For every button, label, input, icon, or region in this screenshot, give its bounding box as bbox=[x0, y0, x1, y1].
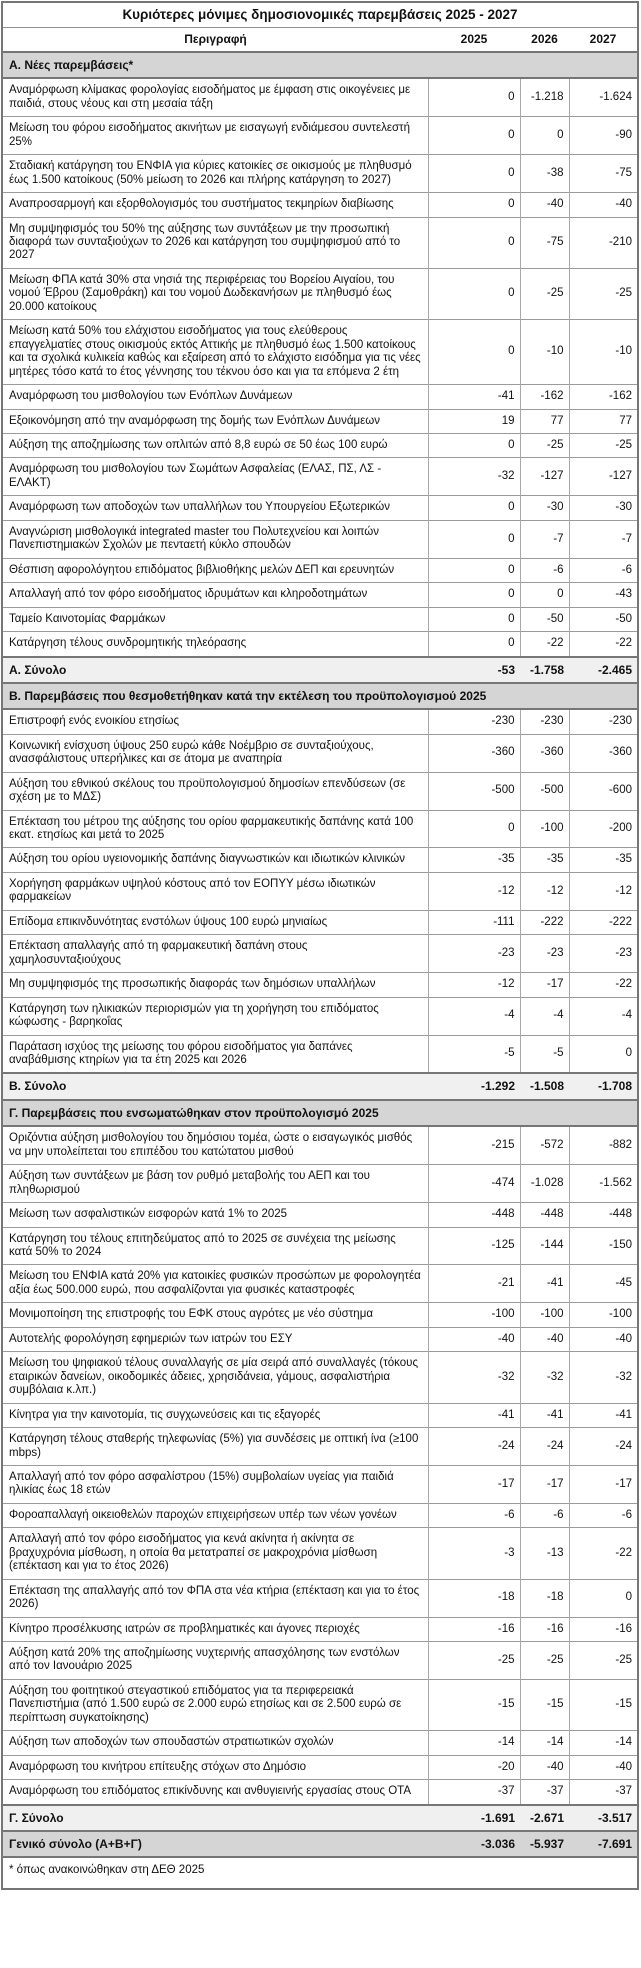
value-2027: -10 bbox=[569, 320, 638, 385]
row-description: Θέσπιση αφορολόγητου επιδόματος βιβλιοθήκης μελών ΔΕΠ και ερευνητών bbox=[2, 558, 428, 582]
table-row bbox=[2, 1780, 638, 1805]
value-2025: 0 bbox=[428, 810, 520, 848]
value-2025: -20 bbox=[428, 1755, 520, 1779]
value-2026: -127 bbox=[520, 458, 569, 496]
value-2025: -24 bbox=[428, 1428, 520, 1466]
section-total-row bbox=[2, 657, 638, 683]
value-2025: -215 bbox=[428, 1126, 520, 1164]
value-2025: -448 bbox=[428, 1203, 520, 1227]
value-2025: 0 bbox=[428, 520, 520, 558]
row-description: Αύξηση των συντάξεων με βάση τον ρυθμό μεταβολής του ΑΕΠ και του πληθωρισμού bbox=[2, 1165, 428, 1203]
value-2027: -7.691 bbox=[569, 1831, 638, 1857]
value-2025: -12 bbox=[428, 872, 520, 910]
row-description: Κίνητρο προσέλκυσης ιατρών σε προβληματικές και άγονες περιοχές bbox=[2, 1617, 428, 1641]
value-2026: -7 bbox=[520, 520, 569, 558]
value-2025: 0 bbox=[428, 583, 520, 607]
table-row bbox=[2, 1165, 638, 1203]
row-description: Οριζόντια αύξηση μισθολογίου του δημόσιου τομέα, ώστε ο εισαγωγικός μισθός να μην υπολείπεται του επιπέδου του κατώτατου μισθού bbox=[2, 1126, 428, 1164]
row-description: Μη συμψηφισμός της προσωπικής διαφοράς των δημόσιων υπαλλήλων bbox=[2, 973, 428, 997]
table-row bbox=[2, 155, 638, 193]
value-2025: 0 bbox=[428, 434, 520, 458]
row-description: Κατάργηση τέλους συνδρομητικής τηλεόρασης bbox=[2, 632, 428, 657]
value-2025: -25 bbox=[428, 1642, 520, 1680]
value-2026: -1.218 bbox=[520, 78, 569, 116]
row-description: Απαλλαγή από τον φόρο εισοδήματος ιδρυμάτων και κληροδοτημάτων bbox=[2, 583, 428, 607]
value-2025: -41 bbox=[428, 1403, 520, 1427]
table-row bbox=[2, 772, 638, 810]
value-2025: -32 bbox=[428, 1352, 520, 1403]
value-2027: -40 bbox=[569, 1755, 638, 1779]
table-row bbox=[2, 458, 638, 496]
column-header-2026: 2026 bbox=[520, 28, 569, 53]
row-description: Μείωση των ασφαλιστικών εισφορών κατά 1% το 2025 bbox=[2, 1203, 428, 1227]
table-row bbox=[2, 1755, 638, 1779]
value-2026: -75 bbox=[520, 217, 569, 268]
value-2025: 0 bbox=[428, 607, 520, 631]
value-2027: -40 bbox=[569, 193, 638, 217]
row-description: Μείωση κατά 50% του ελάχιστου εισοδήματος για τους ελεύθερους επαγγελματίες στους οικισμούς εκτός Αττικής με πληθυσμό έως 1.500 κατοίκους και τα σχολικά κυλικεία καθώς και εξαίρεση από το ελάχιστο εισόδημα για τις νέες μητέρες τόσο κατά το έτος γέννησης του τέκνου όσο και για τα επόμενα 2 έτη bbox=[2, 320, 428, 385]
value-2025: -6 bbox=[428, 1503, 520, 1527]
value-2025: -15 bbox=[428, 1679, 520, 1730]
value-2026: -35 bbox=[520, 848, 569, 872]
row-description: Αναμόρφωση κλίμακας φορολογίας εισοδήματος με έμφαση στις οικογένειες με παιδιά, στους νέους και στη μεσαία τάξη bbox=[2, 78, 428, 116]
value-2025: -230 bbox=[428, 709, 520, 734]
table-row bbox=[2, 434, 638, 458]
table-row bbox=[2, 193, 638, 217]
value-2027: -75 bbox=[569, 155, 638, 193]
row-description: Αναγνώριση μισθολογικά integrated master του Πολυτεχνείου και λοιπών Πανεπιστημιακών Σχολών με πενταετή κύκλο σπουδών bbox=[2, 520, 428, 558]
table-row bbox=[2, 910, 638, 934]
value-2025: -40 bbox=[428, 1327, 520, 1351]
table-row bbox=[2, 1465, 638, 1503]
value-2026: -40 bbox=[520, 1327, 569, 1351]
value-2027: -14 bbox=[569, 1731, 638, 1755]
section-header: Γ. Παρεμβάσεις που ενσωματώθηκαν στον προϋπολογισμό 2025 bbox=[2, 1100, 638, 1126]
value-2026: -32 bbox=[520, 1352, 569, 1403]
value-2026: -22 bbox=[520, 632, 569, 657]
value-2027: -100 bbox=[569, 1303, 638, 1327]
value-2027: -6 bbox=[569, 558, 638, 582]
table-row bbox=[2, 558, 638, 582]
value-2027: -90 bbox=[569, 117, 638, 155]
row-description: Κίνητρα για την καινοτομία, τις συγχωνεύσεις και τις εξαγορές bbox=[2, 1403, 428, 1427]
table-row bbox=[2, 1352, 638, 1403]
table-row bbox=[2, 973, 638, 997]
row-description: Κατάργηση τέλους σταθερής τηλεφωνίας (5%) για συνδέσεις με οπτική ίνα (≥100 mbps) bbox=[2, 1428, 428, 1466]
row-description: Ταμείο Καινοτομίας Φαρμάκων bbox=[2, 607, 428, 631]
value-2026: -16 bbox=[520, 1617, 569, 1641]
section-total-label: Α. Σύνολο bbox=[2, 657, 428, 683]
value-2026: -23 bbox=[520, 935, 569, 973]
row-description: Αύξηση κατά 20% της αποζημίωσης νυχτερινής απασχόλησης των ενστόλων από τον Ιανουάριο 2025 bbox=[2, 1642, 428, 1680]
table-row bbox=[2, 78, 638, 116]
table-row bbox=[2, 1327, 638, 1351]
row-description: Αύξηση του ορίου υγειονομικής δαπάνης διαγνωστικών και ιδιωτικών κλινικών bbox=[2, 848, 428, 872]
row-description: Αύξηση του εθνικού σκέλους του προϋπολογισμού δημοσίων επενδύσεων (σε σχέση με το ΜΔΣ) bbox=[2, 772, 428, 810]
value-2025: -32 bbox=[428, 458, 520, 496]
value-2026: -30 bbox=[520, 496, 569, 520]
value-2026: -448 bbox=[520, 1203, 569, 1227]
table-row bbox=[2, 1203, 638, 1227]
row-description: Αύξηση των αποδοχών των σπουδαστών στρατιωτικών σχολών bbox=[2, 1731, 428, 1755]
value-2025: 0 bbox=[428, 217, 520, 268]
value-2026: -5 bbox=[520, 1035, 569, 1073]
table-row bbox=[2, 1579, 638, 1617]
table-row bbox=[2, 1528, 638, 1579]
table-row bbox=[2, 734, 638, 772]
value-2027: -25 bbox=[569, 1642, 638, 1680]
value-2027: -882 bbox=[569, 1126, 638, 1164]
value-2027: -41 bbox=[569, 1403, 638, 1427]
table-row bbox=[2, 217, 638, 268]
value-2026: -17 bbox=[520, 973, 569, 997]
value-2026: -100 bbox=[520, 1303, 569, 1327]
table-row bbox=[2, 1303, 638, 1327]
value-2026: -5.937 bbox=[520, 1831, 569, 1857]
value-2025: -17 bbox=[428, 1465, 520, 1503]
value-2027: -1.708 bbox=[569, 1073, 638, 1099]
value-2027: -1.562 bbox=[569, 1165, 638, 1203]
row-description: Αναμόρφωση του μισθολογίου των Σωμάτων Ασφαλείας (ΕΛΑΣ, ΠΣ, ΛΣ - ΕΛΑΚΤ) bbox=[2, 458, 428, 496]
table-row bbox=[2, 632, 638, 657]
value-2027: -222 bbox=[569, 910, 638, 934]
value-2026: -222 bbox=[520, 910, 569, 934]
value-2026: -24 bbox=[520, 1428, 569, 1466]
grand-total-row bbox=[2, 1831, 638, 1857]
value-2026: -41 bbox=[520, 1403, 569, 1427]
table-title-row bbox=[2, 2, 638, 28]
value-2026: -41 bbox=[520, 1265, 569, 1303]
table-row bbox=[2, 810, 638, 848]
value-2025: -21 bbox=[428, 1265, 520, 1303]
value-2026: -12 bbox=[520, 872, 569, 910]
value-2027: -25 bbox=[569, 268, 638, 319]
value-2026: -14 bbox=[520, 1731, 569, 1755]
section-header-row bbox=[2, 683, 638, 709]
value-2027: -45 bbox=[569, 1265, 638, 1303]
value-2025: -125 bbox=[428, 1227, 520, 1265]
value-2025: -35 bbox=[428, 848, 520, 872]
value-2025: 0 bbox=[428, 268, 520, 319]
value-2027: -22 bbox=[569, 632, 638, 657]
value-2027: -30 bbox=[569, 496, 638, 520]
value-2026: -40 bbox=[520, 193, 569, 217]
row-description: Μείωση του φόρου εισοδήματος ακινήτων με εισαγωγή ενδιάμεσου συντελεστή 25% bbox=[2, 117, 428, 155]
value-2027: -230 bbox=[569, 709, 638, 734]
row-description: Αύξηση του φοιτητικού στεγαστικού επιδόματος για τα περιφερειακά Πανεπιστήμια (από 1.500 ευρώ σε 2.000 ευρώ ετησίως και σε 2.500 ευρώ σε περίπτωση συγκατοίκησης) bbox=[2, 1679, 428, 1730]
section-total-row bbox=[2, 1073, 638, 1099]
value-2026: -38 bbox=[520, 155, 569, 193]
value-2027: -43 bbox=[569, 583, 638, 607]
value-2026: -2.671 bbox=[520, 1805, 569, 1831]
value-2027: 0 bbox=[569, 1035, 638, 1073]
value-2026: -1.758 bbox=[520, 657, 569, 683]
table-row bbox=[2, 268, 638, 319]
value-2025: -1.292 bbox=[428, 1073, 520, 1099]
table-row bbox=[2, 872, 638, 910]
value-2026: -162 bbox=[520, 385, 569, 409]
table-row bbox=[2, 1035, 638, 1073]
value-2026: -4 bbox=[520, 997, 569, 1035]
table-row bbox=[2, 1265, 638, 1303]
value-2026: -10 bbox=[520, 320, 569, 385]
row-description: Επιστροφή ενός ενοικίου ετησίως bbox=[2, 709, 428, 734]
row-description: Χορήγηση φαρμάκων υψηλού κόστους από τον ΕΟΠΥΥ μέσω ιδιωτικών φαρμακείων bbox=[2, 872, 428, 910]
value-2025: -3.036 bbox=[428, 1831, 520, 1857]
section-header: Α. Νέες παρεμβάσεις* bbox=[2, 52, 638, 78]
row-description: Επέκταση της απαλλαγής από τον ΦΠΑ στα νέα κτήρια (επέκταση και για το έτος 2026) bbox=[2, 1579, 428, 1617]
value-2025: -500 bbox=[428, 772, 520, 810]
table-row bbox=[2, 1503, 638, 1527]
value-2025: -37 bbox=[428, 1780, 520, 1805]
value-2026: -1.028 bbox=[520, 1165, 569, 1203]
value-2025: -100 bbox=[428, 1303, 520, 1327]
value-2025: -3 bbox=[428, 1528, 520, 1579]
row-description: Επίδομα επικινδυνότητας ενστόλων ύψους 100 ευρώ μηνιαίως bbox=[2, 910, 428, 934]
value-2026: -25 bbox=[520, 268, 569, 319]
value-2027: -35 bbox=[569, 848, 638, 872]
row-description: Αυτοτελής φορολόγηση εφημεριών των ιατρών του ΕΣΥ bbox=[2, 1327, 428, 1351]
column-header-description: Περιγραφή bbox=[2, 28, 428, 53]
row-description: Μείωση του ψηφιακού τέλους συναλλαγής σε μία σειρά από συναλλαγές (τόκους εταιρικών δανείων, οικοδομικές άδειες, χρησιδάνεια, γάμους, ασφαλιστήρια συμβόλαια κ.λπ.) bbox=[2, 1352, 428, 1403]
page-title: Κυριότερες μόνιμες δημοσιονομικές παρεμβάσεις 2025 - 2027 bbox=[2, 2, 638, 28]
table-row bbox=[2, 320, 638, 385]
value-2027: -210 bbox=[569, 217, 638, 268]
value-2027: -23 bbox=[569, 935, 638, 973]
value-2027: -24 bbox=[569, 1428, 638, 1466]
row-description: Κατάργηση των ηλικιακών περιορισμών για τη χορήγηση του επιδόματος κώφωσης - βαρηκοΐας bbox=[2, 997, 428, 1035]
row-description: Απαλλαγή από τον φόρο εισοδήματος για κενά ακίνητα ή ακίνητα σε βραχυχρόνια μίσθωση, η οποία θα μετατραπεί σε μακροχρόνια μίσθωση (επέκταση και για το έτος 2026) bbox=[2, 1528, 428, 1579]
section-total-label: Γ. Σύνολο bbox=[2, 1805, 428, 1831]
row-description: Αύξηση της αποζημίωσης των οπλιτών από 8,8 ευρώ σε 50 έως 100 ευρώ bbox=[2, 434, 428, 458]
value-2025: 0 bbox=[428, 496, 520, 520]
value-2025: 19 bbox=[428, 409, 520, 433]
value-2027: -150 bbox=[569, 1227, 638, 1265]
footnote: * όπως ανακοινώθηκαν στη ΔΕΘ 2025 bbox=[2, 1857, 638, 1889]
value-2026: -500 bbox=[520, 772, 569, 810]
value-2025: -360 bbox=[428, 734, 520, 772]
row-description: Επέκταση απαλλαγής από τη φαρμακευτική δαπάνη στους χαμηλοσυνταξιούχους bbox=[2, 935, 428, 973]
value-2027: -40 bbox=[569, 1327, 638, 1351]
value-2026: -18 bbox=[520, 1579, 569, 1617]
table-row bbox=[2, 935, 638, 973]
value-2025: 0 bbox=[428, 193, 520, 217]
value-2027: -4 bbox=[569, 997, 638, 1035]
value-2025: -474 bbox=[428, 1165, 520, 1203]
value-2026: -40 bbox=[520, 1755, 569, 1779]
value-2027: -15 bbox=[569, 1679, 638, 1730]
value-2026: -25 bbox=[520, 434, 569, 458]
table-row bbox=[2, 1126, 638, 1164]
table-row bbox=[2, 1428, 638, 1466]
value-2025: -4 bbox=[428, 997, 520, 1035]
value-2027: -360 bbox=[569, 734, 638, 772]
value-2025: -53 bbox=[428, 657, 520, 683]
value-2027: -7 bbox=[569, 520, 638, 558]
row-description: Αναπροσαρμογή και εξορθολογισμός του συστήματος τεκμηρίων διαβίωσης bbox=[2, 193, 428, 217]
table-row bbox=[2, 607, 638, 631]
grand-total-label: Γενικό σύνολο (Α+Β+Γ) bbox=[2, 1831, 428, 1857]
table-row bbox=[2, 848, 638, 872]
table-body bbox=[2, 52, 638, 1889]
value-2026: -37 bbox=[520, 1780, 569, 1805]
table-row bbox=[2, 1403, 638, 1427]
value-2025: 0 bbox=[428, 320, 520, 385]
value-2026: 0 bbox=[520, 583, 569, 607]
row-description: Κοινωνική ενίσχυση ύψους 250 ευρώ κάθε Νοέμβριο σε συνταξιούχους, ανασφάλιστους υπερήλικες και σε άτομα με αναπηρία bbox=[2, 734, 428, 772]
row-description: Απαλλαγή από τον φόρο ασφαλίστρου (15%) συμβολαίων υγείας για παιδιά ηλικίας έως 18 ετών bbox=[2, 1465, 428, 1503]
value-2026: -230 bbox=[520, 709, 569, 734]
value-2027: 77 bbox=[569, 409, 638, 433]
value-2025: -111 bbox=[428, 910, 520, 934]
value-2027: -448 bbox=[569, 1203, 638, 1227]
footnote-row bbox=[2, 1857, 638, 1889]
value-2026: -15 bbox=[520, 1679, 569, 1730]
value-2027: -22 bbox=[569, 973, 638, 997]
value-2027: -200 bbox=[569, 810, 638, 848]
row-description: Μη συμψηφισμός του 50% της αύξησης των συντάξεων με την προσωπική διαφορά των συνταξιούχων το 2026 και κατάργηση του συμψηφισμού από το 2027 bbox=[2, 217, 428, 268]
row-description: Αναμόρφωση του επιδόματος επικίνδυνης και ανθυγιεινής εργασίας στους ΟΤΑ bbox=[2, 1780, 428, 1805]
value-2025: 0 bbox=[428, 78, 520, 116]
value-2027: -6 bbox=[569, 1503, 638, 1527]
row-description: Μονιμοποίηση της επιστροφής του ΕΦΚ στους αγρότες με νέο σύστημα bbox=[2, 1303, 428, 1327]
row-description: Αναμόρφωση του μισθολογίου των Ενόπλων Δυνάμεων bbox=[2, 385, 428, 409]
row-description: Σταδιακή κατάργηση του ΕΝΦΙΑ για κύριες κατοικίες σε οικισμούς με πληθυσμό έως 1.500 κατοίκους (50% μείωση το 2026 και πλήρης κατάργηση το 2027) bbox=[2, 155, 428, 193]
table-row bbox=[2, 117, 638, 155]
value-2025: 0 bbox=[428, 632, 520, 657]
value-2025: -1.691 bbox=[428, 1805, 520, 1831]
value-2025: 0 bbox=[428, 558, 520, 582]
value-2026: -1.508 bbox=[520, 1073, 569, 1099]
table-row bbox=[2, 496, 638, 520]
table-row bbox=[2, 997, 638, 1035]
table-row bbox=[2, 385, 638, 409]
value-2027: -600 bbox=[569, 772, 638, 810]
column-header-2025: 2025 bbox=[428, 28, 520, 53]
table-row bbox=[2, 1679, 638, 1730]
value-2026: -6 bbox=[520, 558, 569, 582]
table-row bbox=[2, 1227, 638, 1265]
value-2027: -25 bbox=[569, 434, 638, 458]
value-2027: -2.465 bbox=[569, 657, 638, 683]
section-header-row bbox=[2, 1100, 638, 1126]
value-2025: -16 bbox=[428, 1617, 520, 1641]
row-description: Κατάργηση του τέλους επιτηδεύματος από το 2025 σε συνέχεια της μείωσης κατά 50% το 2024 bbox=[2, 1227, 428, 1265]
table-row bbox=[2, 520, 638, 558]
row-description: Επέκταση του μέτρου της αύξησης του ορίου φαρμακευτικής δαπάνης κατά 100 εκατ. ετησίως και μετά το 2025 bbox=[2, 810, 428, 848]
table-row bbox=[2, 409, 638, 433]
table-row bbox=[2, 583, 638, 607]
value-2026: -17 bbox=[520, 1465, 569, 1503]
value-2025: 0 bbox=[428, 117, 520, 155]
value-2027: -3.517 bbox=[569, 1805, 638, 1831]
section-total-row bbox=[2, 1805, 638, 1831]
value-2026: 77 bbox=[520, 409, 569, 433]
value-2027: -32 bbox=[569, 1352, 638, 1403]
value-2025: 0 bbox=[428, 155, 520, 193]
section-header-row bbox=[2, 52, 638, 78]
value-2027: -37 bbox=[569, 1780, 638, 1805]
value-2025: -5 bbox=[428, 1035, 520, 1073]
value-2026: -50 bbox=[520, 607, 569, 631]
table-row bbox=[2, 1731, 638, 1755]
row-description: Φοροαπαλλαγή οικειοθελών παροχών επιχειρήσεων υπέρ των νέων γονέων bbox=[2, 1503, 428, 1527]
value-2026: -13 bbox=[520, 1528, 569, 1579]
value-2027: -162 bbox=[569, 385, 638, 409]
row-description: Μείωση ΦΠΑ κατά 30% στα νησιά της περιφέρειας του Βορείου Αιγαίου, του νομού Έβρου (Σαμοθράκη) και του νομού Δωδεκανήσων με πληθυσμό έως 20.000 κατοίκους bbox=[2, 268, 428, 319]
table-row bbox=[2, 1617, 638, 1641]
row-description: Εξοικονόμηση από την αναμόρφωση της δομής των Ενόπλων Δυνάμεων bbox=[2, 409, 428, 433]
section-header: Β. Παρεμβάσεις που θεσμοθετήθηκαν κατά την εκτέλεση του προϋπολογισμού 2025 bbox=[2, 683, 638, 709]
value-2026: 0 bbox=[520, 117, 569, 155]
column-header-2027: 2027 bbox=[569, 28, 638, 53]
column-header-row bbox=[2, 28, 638, 53]
value-2027: -22 bbox=[569, 1528, 638, 1579]
row-description: Μείωση του ΕΝΦΙΑ κατά 20% για κατοικίες φυσικών προσώπων με φορολογητέα αξία έως 500.000 ευρώ, που ασφαλίζονται για φυσικές καταστροφές bbox=[2, 1265, 428, 1303]
fiscal-interventions-table bbox=[1, 1, 639, 1890]
value-2027: -12 bbox=[569, 872, 638, 910]
value-2027: -17 bbox=[569, 1465, 638, 1503]
row-description: Αναμόρφωση των αποδοχών των υπαλλήλων του Υπουργείου Εξωτερικών bbox=[2, 496, 428, 520]
value-2025: -41 bbox=[428, 385, 520, 409]
row-description: Παράταση ισχύος της μείωσης του φόρου εισοδήματος για δαπάνες αναβάθμισης κτηρίων για τα έτη 2025 και 2026 bbox=[2, 1035, 428, 1073]
table-row bbox=[2, 1642, 638, 1680]
value-2026: -360 bbox=[520, 734, 569, 772]
value-2026: -144 bbox=[520, 1227, 569, 1265]
value-2027: -127 bbox=[569, 458, 638, 496]
value-2026: -25 bbox=[520, 1642, 569, 1680]
table-row bbox=[2, 709, 638, 734]
value-2026: -572 bbox=[520, 1126, 569, 1164]
section-total-label: Β. Σύνολο bbox=[2, 1073, 428, 1099]
value-2025: -14 bbox=[428, 1731, 520, 1755]
value-2027: -16 bbox=[569, 1617, 638, 1641]
value-2026: -100 bbox=[520, 810, 569, 848]
value-2027: -1.624 bbox=[569, 78, 638, 116]
value-2026: -6 bbox=[520, 1503, 569, 1527]
value-2025: -18 bbox=[428, 1579, 520, 1617]
value-2027: 0 bbox=[569, 1579, 638, 1617]
value-2025: -23 bbox=[428, 935, 520, 973]
value-2027: -50 bbox=[569, 607, 638, 631]
value-2025: -12 bbox=[428, 973, 520, 997]
row-description: Αναμόρφωση του κινήτρου επίτευξης στόχων στο Δημόσιο bbox=[2, 1755, 428, 1779]
